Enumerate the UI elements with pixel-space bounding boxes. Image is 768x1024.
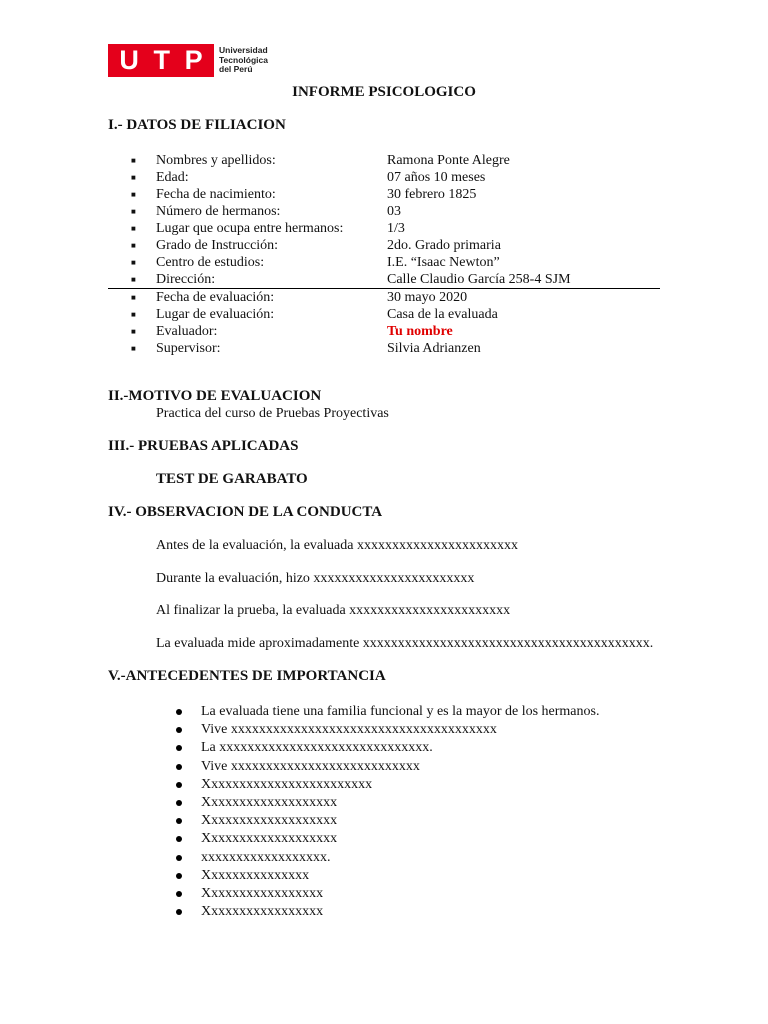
antecedente-text: Xxxxxxxxxxxxxxxxxxx [201, 813, 338, 829]
filiacion-row [108, 169, 660, 186]
round-bullet-icon [176, 836, 182, 842]
square-bullet-icon: ■ [131, 258, 136, 267]
antecedente-text: La evaluada tiene una familia funcional y es la mayor de los hermanos. [201, 704, 600, 719]
filiacion-row [108, 152, 660, 169]
field-value: Silvia Adrianzen [387, 341, 481, 356]
round-bullet-icon [176, 855, 182, 861]
observacion-paragraph: La evaluada mide aproximadamente xxxxxxxxxxxxxxxxxxxxxxxxxxxxxxxxxxxxxxxxx. [156, 636, 654, 651]
square-bullet-icon: ■ [131, 241, 136, 250]
filiacion-row [108, 203, 660, 220]
section-heading-pruebas: III.- PRUEBAS APLICADAS [108, 438, 299, 454]
observacion-paragraph: Antes de la evaluación, la evaluada xxxxxxxxxxxxxxxxxxxxxxx [156, 538, 518, 553]
square-bullet-icon: ■ [131, 190, 136, 199]
round-bullet-icon [176, 745, 182, 751]
observacion-paragraph: Al finalizar la prueba, la evaluada xxxxxxxxxxxxxxxxxxxxxxx [156, 603, 511, 618]
field-label: Centro de estudios: [156, 255, 265, 270]
filiacion-row [108, 289, 660, 306]
field-label: Número de hermanos: [156, 204, 281, 219]
field-label: Edad: [156, 170, 189, 185]
round-bullet-icon [176, 782, 182, 788]
prueba-name: TEST DE GARABATO [156, 471, 308, 487]
observacion-paragraph: Durante la evaluación, hizo xxxxxxxxxxxxxxxxxxxxxxx [156, 571, 475, 586]
field-label: Fecha de evaluación: [156, 290, 275, 305]
antecedente-text: Xxxxxxxxxxxxxxxxx [201, 904, 324, 920]
field-value: Casa de la evaluada [387, 307, 498, 322]
filiacion-row [108, 237, 660, 254]
logo-line-1: Universidad [219, 45, 268, 56]
logo-letter-u: U [119, 45, 139, 75]
antecedente-text: Xxxxxxxxxxxxxxxxxxx [201, 831, 338, 847]
section-heading-datos-filiacion: I.- DATOS DE FILIACION [108, 117, 286, 133]
square-bullet-icon: ■ [131, 156, 136, 165]
field-value: Ramona Ponte Alegre [387, 153, 510, 168]
field-value: 30 mayo 2020 [387, 290, 468, 305]
field-label: Lugar que ocupa entre hermanos: [156, 221, 344, 236]
logo-university-name [219, 46, 268, 75]
filiacion-list [108, 152, 660, 357]
antecedente-text: Xxxxxxxxxxxxxxx [201, 867, 310, 883]
field-value: 07 años 10 meses [387, 170, 486, 185]
document-title: INFORME PSICOLOGICO [292, 84, 476, 100]
round-bullet-icon [176, 818, 182, 824]
square-bullet-icon: ■ [131, 293, 136, 302]
field-value: I.E. “Isaac Newton” [387, 255, 500, 270]
logo-line-3: del Perú [219, 64, 253, 75]
field-value: 1/3 [387, 221, 405, 236]
antecedente-text: La xxxxxxxxxxxxxxxxxxxxxxxxxxxxxx. [201, 740, 433, 756]
field-label: Dirección: [156, 272, 216, 287]
field-label: Lugar de evaluación: [156, 307, 275, 322]
round-bullet-icon [176, 800, 182, 806]
section-heading-observacion: IV.- OBSERVACION DE LA CONDUCTA [108, 504, 383, 520]
section-heading-motivo: II.-MOTIVO DE EVALUACION [108, 388, 322, 404]
utp-logo [108, 44, 268, 77]
logo-line-2: Tecnológica [219, 54, 268, 65]
logo-letter-p: P [184, 45, 203, 75]
field-value: 2do. Grado primaria [387, 238, 501, 253]
motivo-text: Practica del curso de Pruebas Proyectivas [156, 406, 389, 421]
section-heading-antecedentes: V.-ANTECEDENTES DE IMPORTANCIA [108, 668, 386, 684]
round-bullet-icon [176, 891, 182, 897]
square-bullet-icon: ■ [131, 310, 136, 319]
field-label: Evaluador: [156, 324, 218, 339]
filiacion-row [108, 340, 660, 357]
round-bullet-icon [176, 764, 182, 770]
filiacion-row [108, 271, 660, 288]
square-bullet-icon: ■ [131, 207, 136, 216]
field-label: Nombres y apellidos: [156, 153, 276, 168]
antecedente-text: Xxxxxxxxxxxxxxxxx [201, 885, 324, 901]
antecedente-text: xxxxxxxxxxxxxxxxxx. [201, 849, 331, 865]
square-bullet-icon: ■ [131, 173, 136, 182]
round-bullet-icon [176, 709, 182, 715]
field-value: 03 [387, 204, 401, 219]
field-label: Grado de Instrucción: [156, 238, 279, 253]
field-label: Supervisor: [156, 341, 221, 356]
antecedente-text: Vive xxxxxxxxxxxxxxxxxxxxxxxxxxxxxxxxxxxxxx [201, 722, 497, 738]
square-bullet-icon: ■ [131, 327, 136, 336]
square-bullet-icon: ■ [131, 275, 136, 284]
utp-logo-mark [108, 44, 214, 77]
filiacion-row [108, 254, 660, 271]
field-value: Tu nombre [387, 324, 453, 339]
field-value: Calle Claudio García 258-4 SJM [387, 272, 571, 287]
square-bullet-icon: ■ [131, 224, 136, 233]
filiacion-row [108, 186, 660, 203]
filiacion-row [108, 220, 660, 237]
filiacion-row [108, 306, 660, 323]
antecedente-text: Xxxxxxxxxxxxxxxxxxx [201, 794, 338, 810]
square-bullet-icon: ■ [131, 344, 136, 353]
field-value: 30 febrero 1825 [387, 187, 477, 202]
antecedente-text: Xxxxxxxxxxxxxxxxxxxxxxxx [201, 776, 373, 792]
round-bullet-icon [176, 873, 182, 879]
filiacion-row [108, 323, 660, 340]
round-bullet-icon [176, 727, 182, 733]
logo-letter-t: T [153, 45, 170, 75]
field-label: Fecha de nacimiento: [156, 187, 276, 202]
antecedente-text: Vive xxxxxxxxxxxxxxxxxxxxxxxxxxx [201, 758, 420, 774]
round-bullet-icon [176, 909, 182, 915]
